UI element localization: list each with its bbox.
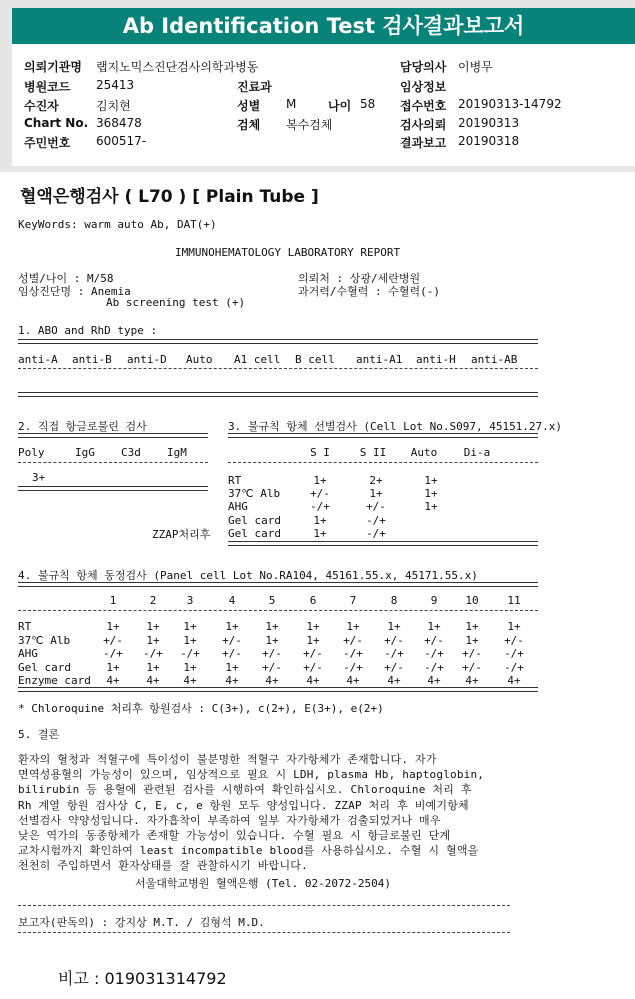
abo-header-cell: B cell xyxy=(295,353,335,366)
conclusion-line: 환자의 혈청과 적혈구에 특이성이 불분명한 적혈구 자가항체가 존재합니다. 자가 xyxy=(18,753,437,766)
panel-cell: 4+ xyxy=(465,674,479,688)
panel-cell: +/- xyxy=(343,633,363,647)
resident-no-value: 600517- xyxy=(96,134,147,148)
screening-title: 3. 불규칙 항체 선별검사 (Cell Lot No.S097, 45151.27.x) xyxy=(228,420,563,433)
conclusion-line: Rh 계열 항원 검사상 C, E, c, e 항원 모두 양성입니다. ZZAP 처리 후 비예기항체 xyxy=(18,798,469,812)
screening-row-label: Gel card xyxy=(228,526,281,540)
divider xyxy=(18,610,538,611)
conclusion-line: 천천히 주입하면서 환자상태를 잘 관찰하시기 바랍니다. xyxy=(18,859,308,873)
panel-header-cell: 3 xyxy=(186,594,194,607)
panel-cell: 4+ xyxy=(387,674,401,688)
institution-value: 랩지노믹스진단검사의학과병동 xyxy=(96,60,259,74)
conclusion-text xyxy=(18,752,538,874)
divider xyxy=(18,339,538,344)
screening-cell: -/+ xyxy=(366,526,386,540)
chloroquine-note: * Chloroquine 처리후 항원검사 : C(3+), c(2+), E(3+), e(2+) xyxy=(18,702,384,715)
panel-header-cell: 10 xyxy=(465,594,479,607)
history: 과거력/수혈력 : 수혈력(-) xyxy=(298,285,440,298)
panel-header-cell: 4 xyxy=(228,594,236,607)
panel-cell: 1+ xyxy=(183,660,197,674)
abo-header-cell: anti-AB xyxy=(471,353,518,366)
dat-header-cell: IgM xyxy=(167,446,187,459)
panel-row-label: 37℃ Alb xyxy=(18,633,71,647)
panel-cell: 1+ xyxy=(106,620,120,633)
panel-cell: -/+ xyxy=(384,647,404,661)
conclusion-line: bilirubin 등 용혈에 관련된 검사를 시행하여 확인하십시오. Chloroquine 처리 후 xyxy=(18,783,472,797)
panel-header-cell: 1 xyxy=(109,594,117,607)
request-date-value: 20190313 xyxy=(458,116,520,130)
report-date-value: 20190318 xyxy=(458,134,520,148)
panel-cell: -/+ xyxy=(103,647,123,661)
screening-row-label: 37℃ Alb xyxy=(228,487,281,501)
referrer: 의뢰처 : 상광/세란병원 xyxy=(298,272,421,285)
diagnosis-2: Ab screening test (+) xyxy=(106,296,246,309)
panel-cell: +/- xyxy=(303,647,323,661)
screening-cell: 1+ xyxy=(424,500,438,514)
conclusion-line: 낮은 역가의 동종항체가 존재할 가능성이 있습니다. 수혈 필요 시 항글로불린 단계 xyxy=(18,829,451,843)
panel-cell: +/- xyxy=(462,647,482,661)
specimen-label: 검체 xyxy=(237,118,261,132)
abo-header-cell: anti-A xyxy=(18,353,58,366)
panel-cell: 1+ xyxy=(183,620,197,633)
divider xyxy=(18,462,208,463)
dat-title: 2. 직접 항글로불린 검사 xyxy=(18,420,147,433)
panel-header-cell: 11 xyxy=(507,594,521,607)
hospital-code-label: 병원코드 xyxy=(24,80,71,94)
panel-cell: 4+ xyxy=(225,674,239,688)
abo-header-cell: A1 cell xyxy=(234,353,281,366)
abo-header-cell: anti-D xyxy=(127,353,167,366)
panel-cell: 1+ xyxy=(225,620,239,633)
panel-row-label: AHG xyxy=(18,647,38,661)
doctor-value: 이병무 xyxy=(458,60,493,74)
panel-cell: 4+ xyxy=(183,674,197,688)
report-date-label: 결과보고 xyxy=(400,136,447,150)
screening-cell: 1+ xyxy=(424,487,438,501)
panel-row-label: Gel card xyxy=(18,660,71,674)
panel-cell: 1+ xyxy=(387,620,401,633)
panel-row-label: Enzyme card xyxy=(18,674,91,688)
panel-header-cell: 8 xyxy=(390,594,398,607)
lab-report xyxy=(0,172,635,999)
divider xyxy=(228,433,538,438)
panel-cell: 1+ xyxy=(306,620,320,633)
reporter: 보고자(판독의) : 강지상 M.T. / 김형석 M.D. xyxy=(18,916,265,929)
divider xyxy=(18,932,510,933)
divider xyxy=(18,433,208,438)
panel-cell: 1+ xyxy=(465,620,479,633)
panel-cell: 4+ xyxy=(507,674,521,688)
panel-cell: 1+ xyxy=(265,620,279,633)
conclusion-title: 5. 결론 xyxy=(18,728,60,741)
specimen-value: 복수검체 xyxy=(286,118,333,132)
divider xyxy=(228,541,538,546)
panel-cell: 1+ xyxy=(507,620,521,633)
panel-cell: -/+ xyxy=(504,647,524,661)
panel-cell: +/- xyxy=(222,647,242,661)
screening-cell: -/+ xyxy=(310,500,330,514)
panel-cell: 1+ xyxy=(225,660,239,674)
panel-cell: 1+ xyxy=(346,620,360,633)
panel-cell: 1+ xyxy=(427,620,441,633)
resident-no-label: 주민번호 xyxy=(24,136,71,150)
panel-row-label: RT xyxy=(18,620,32,633)
recipient-label: 수진자 xyxy=(24,99,59,113)
screening-row-label: AHG xyxy=(228,500,248,514)
panel-header-cell: 7 xyxy=(349,594,357,607)
panel-cell: 1+ xyxy=(146,620,160,633)
sex-label: 성별 xyxy=(237,99,261,113)
age-value: 58 xyxy=(360,97,376,111)
lab-report-title: IMMUNOHEMATOLOGY LABORATORY REPORT xyxy=(175,246,401,259)
request-date-label: 검사의뢰 xyxy=(400,118,447,132)
hospital-code-value: 25413 xyxy=(96,78,135,92)
panel-cell: -/+ xyxy=(504,660,524,674)
screening-row-label: Gel card xyxy=(228,513,281,527)
panel-header-cell: 6 xyxy=(309,594,317,607)
panel-cell: 4+ xyxy=(265,674,279,688)
panel-cell: +/- xyxy=(504,633,524,647)
screening-header-cell: S II xyxy=(359,446,387,459)
conclusion-line: 면역성용혈의 가능성이 있으며, 임상적으로 필요 시 LDH, plasma Hb, haptoglobin, xyxy=(18,768,485,782)
sex-value: M xyxy=(286,97,297,111)
panel-header-cell: 9 xyxy=(430,594,438,607)
abo-header-cell: anti-H xyxy=(416,353,456,366)
dat-poly-value: 3+ xyxy=(32,471,46,484)
age-label: 나이 xyxy=(328,99,352,113)
panel-cell: -/+ xyxy=(180,647,200,661)
zzap-label: ZZAP처리후 xyxy=(152,528,211,541)
panel-cell: 1+ xyxy=(465,633,479,647)
panel-cell: 1+ xyxy=(265,633,279,647)
panel-cell: +/- xyxy=(384,633,404,647)
report-title: Ab Identification Test 검사결과보고서 xyxy=(12,8,635,44)
signature-line: 서울대학교병원 혈액은행 (Tel. 02-2072-2504) xyxy=(135,877,391,890)
panel-cell: 1+ xyxy=(306,633,320,647)
divider xyxy=(18,582,538,587)
remark: 비고 : 019031314792 xyxy=(58,969,227,988)
screening-cell: +/- xyxy=(366,500,386,514)
panel-cell: +/- xyxy=(462,660,482,674)
screening-cell: 1+ xyxy=(424,474,438,487)
panel-cell: +/- xyxy=(103,633,123,647)
screening-row-label: RT xyxy=(228,474,242,487)
screening-cell: 1+ xyxy=(313,474,327,487)
clinical-info-label: 임상정보 xyxy=(400,80,447,94)
panel-cell: 4+ xyxy=(146,674,160,688)
panel-cell: +/- xyxy=(262,660,282,674)
sex-age: 성별/나이 : M/58 xyxy=(18,272,114,285)
patient-header xyxy=(12,44,635,166)
screening-cell: -/+ xyxy=(366,513,386,527)
panel-cell: -/+ xyxy=(143,647,163,661)
panel-cell: -/+ xyxy=(343,660,363,674)
screening-cell: +/- xyxy=(310,487,330,501)
keywords: KeyWords: warm auto Ab, DAT(+) xyxy=(18,218,217,231)
panel-cell: 4+ xyxy=(306,674,320,688)
receipt-no-label: 접수번호 xyxy=(400,99,447,113)
doctor-label: 담당의사 xyxy=(400,60,447,74)
panel-cell: 1+ xyxy=(146,660,160,674)
divider xyxy=(18,368,538,369)
department-label: 진료과 xyxy=(237,80,272,94)
panel-cell: 4+ xyxy=(346,674,360,688)
divider xyxy=(18,687,538,692)
dat-header-cell: Poly xyxy=(18,446,45,459)
abo-rhd-title: 1. ABO and RhD type : xyxy=(18,324,158,337)
panel-cell: 4+ xyxy=(106,674,120,688)
divider xyxy=(18,392,538,397)
panel-cell: 1+ xyxy=(146,633,160,647)
dat-header-cell: IgG xyxy=(75,446,95,459)
panel-cell: 1+ xyxy=(183,633,197,647)
panel-header-cell: 2 xyxy=(149,594,157,607)
panel-title: 4. 불규칙 항체 동정검사 (Panel cell Lot No.RA104, 45161.55.x, 45171.55.x) xyxy=(18,569,478,582)
panel-header-cell: 5 xyxy=(268,594,276,607)
screening-header-cell: Auto xyxy=(410,446,438,459)
panel-cell: -/+ xyxy=(424,647,444,661)
screening-cell: 2+ xyxy=(369,474,383,487)
panel-cell: +/- xyxy=(262,647,282,661)
dat-header-cell: C3d xyxy=(121,446,141,459)
institution-label: 의뢰기관명 xyxy=(24,60,82,74)
section-title: 혈액은행검사 ( L70 ) [ Plain Tube ] xyxy=(20,187,319,207)
panel-cell: +/- xyxy=(384,660,404,674)
panel-cell: 4+ xyxy=(427,674,441,688)
divider xyxy=(18,905,510,906)
panel-cell: -/+ xyxy=(424,660,444,674)
screening-header-cell: Di-a xyxy=(463,446,491,459)
screening-header-cell: S I xyxy=(310,446,330,459)
chart-no-value: 368478 xyxy=(96,116,142,130)
panel-cell: 1+ xyxy=(106,660,120,674)
abo-header-cell: anti-A1 xyxy=(356,353,403,366)
panel-cell: +/- xyxy=(222,633,242,647)
receipt-no-value: 20190313-14792 xyxy=(458,97,562,111)
divider xyxy=(18,486,208,491)
conclusion-line: 교차시험까지 확인하여 least incompatible blood를 사용하십시오. 수혈 시 혈액을 xyxy=(18,844,479,858)
conclusion-line: 선별검사 약양성입니다. 자가흡착이 부족하여 일부 자가항체가 검출되었거나 매우 xyxy=(18,813,441,827)
diagnosis: 임상진단명 : Anemia xyxy=(18,285,131,298)
recipient-value: 김치현 xyxy=(96,99,131,113)
chart-no-label: Chart No. xyxy=(24,116,89,130)
abo-header-cell: anti-B xyxy=(72,353,112,366)
screening-cell: 1+ xyxy=(313,526,327,540)
screening-cell: 1+ xyxy=(313,513,327,527)
abo-header-cell: Auto xyxy=(186,353,213,366)
screening-cell: 1+ xyxy=(369,487,383,501)
panel-cell: -/+ xyxy=(343,647,363,661)
panel-cell: +/- xyxy=(303,660,323,674)
panel-cell: +/- xyxy=(424,633,444,647)
divider xyxy=(228,462,538,463)
